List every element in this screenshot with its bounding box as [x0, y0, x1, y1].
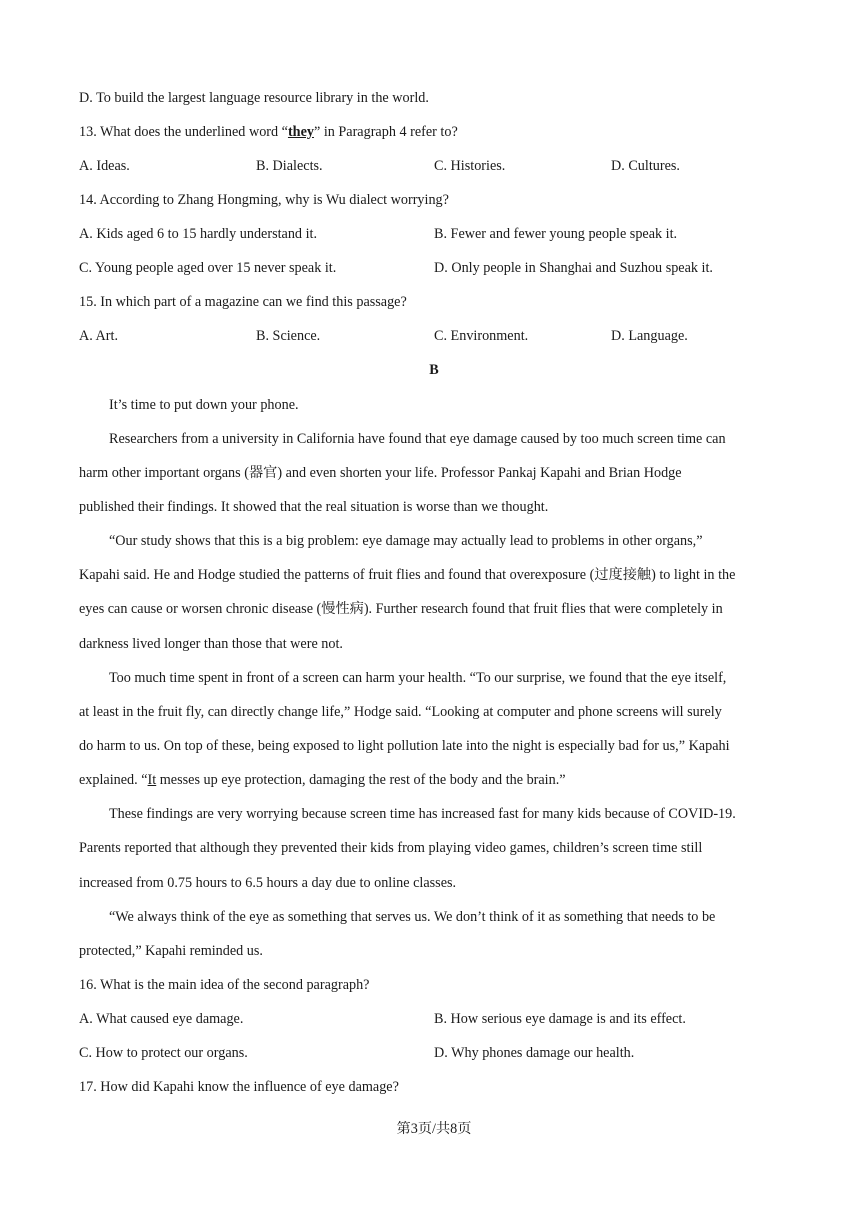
passage-line: [79, 771, 566, 789]
q13-stem: [79, 123, 458, 141]
passage-line: protected,” Kapahi reminded us.: [79, 943, 263, 959]
passage-line: published their findings. It showed that the real situation is worse than we thought.: [79, 499, 549, 515]
page-number: 第3页/共8页: [396, 1121, 472, 1137]
passage-line: eyes can cause or worsen chronic disease (慢性病). Further research found that fruit flies that were completely in: [79, 601, 723, 617]
section-b-title: B: [429, 362, 439, 378]
q14-option-c: C. Young people aged over 15 never speak it.: [79, 260, 337, 276]
passage-line: Too much time spent in front of a screen can harm your health. “To our surprise, we found that the eye itself,: [109, 670, 727, 686]
q15-option-b: B. Science.: [256, 328, 321, 344]
q15-option-a: A. Art.: [79, 328, 119, 344]
q15-stem: 15. In which part of a magazine can we find this passage?: [79, 294, 407, 310]
passage-line: do harm to us. On top of these, being exposed to light pollution late into the night is especially bad for us,” Kapahi: [79, 738, 730, 754]
q13-underlined-word: they: [287, 124, 314, 140]
q13-option-c: C. Histories.: [434, 158, 506, 174]
passage-line: darkness lived longer than those that were not.: [79, 636, 343, 652]
passage-line: Researchers from a university in California have found that eye damage caused by too much screen time can: [109, 431, 726, 447]
q16-stem: 16. What is the main idea of the second paragraph?: [79, 977, 370, 993]
q13-option-a: A. Ideas.: [79, 158, 130, 174]
passage-line: It’s time to put down your phone.: [109, 397, 299, 413]
q14-stem: 14. According to Zhang Hongming, why is Wu dialect worrying?: [79, 192, 449, 208]
q17-stem: 17. How did Kapahi know the influence of eye damage?: [79, 1079, 399, 1095]
passage-line: at least in the fruit fly, can directly change life,” Hodge said. “Looking at computer and phone screens will surely: [79, 704, 722, 720]
passage-line: These findings are very worrying because screen time has increased fast for many kids because of COVID-19.: [109, 806, 736, 822]
q14-option-a: A. Kids aged 6 to 15 hardly understand it.: [79, 226, 317, 242]
passage-line-pre: explained. “: [79, 772, 148, 788]
q14-option-d: D. Only people in Shanghai and Suzhou speak it.: [434, 260, 713, 276]
q15-option-d: D. Language.: [611, 328, 688, 344]
q15-option-c: C. Environment.: [434, 328, 529, 344]
passage-line: Parents reported that although they prevented their kids from playing video games, children’s screen time still: [79, 840, 703, 856]
q13-stem-post: ” in Paragraph 4 refer to?: [313, 124, 458, 140]
q14-option-b: B. Fewer and fewer young people speak it.: [434, 226, 678, 242]
q13-stem-pre: 13. What does the underlined word “: [79, 124, 288, 140]
passage-line: harm other important organs (器官) and even shorten your life. Professor Pankaj Kapahi and Brian Hodge: [79, 465, 682, 481]
q16-option-d: D. Why phones damage our health.: [434, 1045, 635, 1061]
passage-line: “We always think of the eye as something that serves us. We don’t think of it as something that needs to be: [109, 909, 716, 925]
q13-option-b: B. Dialects.: [256, 158, 323, 174]
passage-line: increased from 0.75 hours to 6.5 hours a day due to online classes.: [79, 875, 457, 891]
passage-line: “Our study shows that this is a big problem: eye damage may actually lead to problems in other organs,”: [109, 533, 703, 549]
q12-option-d: D. To build the largest language resource library in the world.: [79, 90, 429, 106]
passage-line-post: messes up eye protection, damaging the rest of the body and the brain.”: [156, 772, 566, 788]
underlined-word-it: It: [147, 772, 157, 788]
q16-option-b: B. How serious eye damage is and its effect.: [434, 1011, 686, 1027]
passage-line: Kapahi said. He and Hodge studied the patterns of fruit flies and found that overexposure (过度接触) to light in the: [79, 567, 736, 583]
q13-option-d: D. Cultures.: [611, 158, 680, 174]
q16-option-a: A. What caused eye damage.: [79, 1011, 244, 1027]
q16-option-c: C. How to protect our organs.: [79, 1045, 248, 1061]
